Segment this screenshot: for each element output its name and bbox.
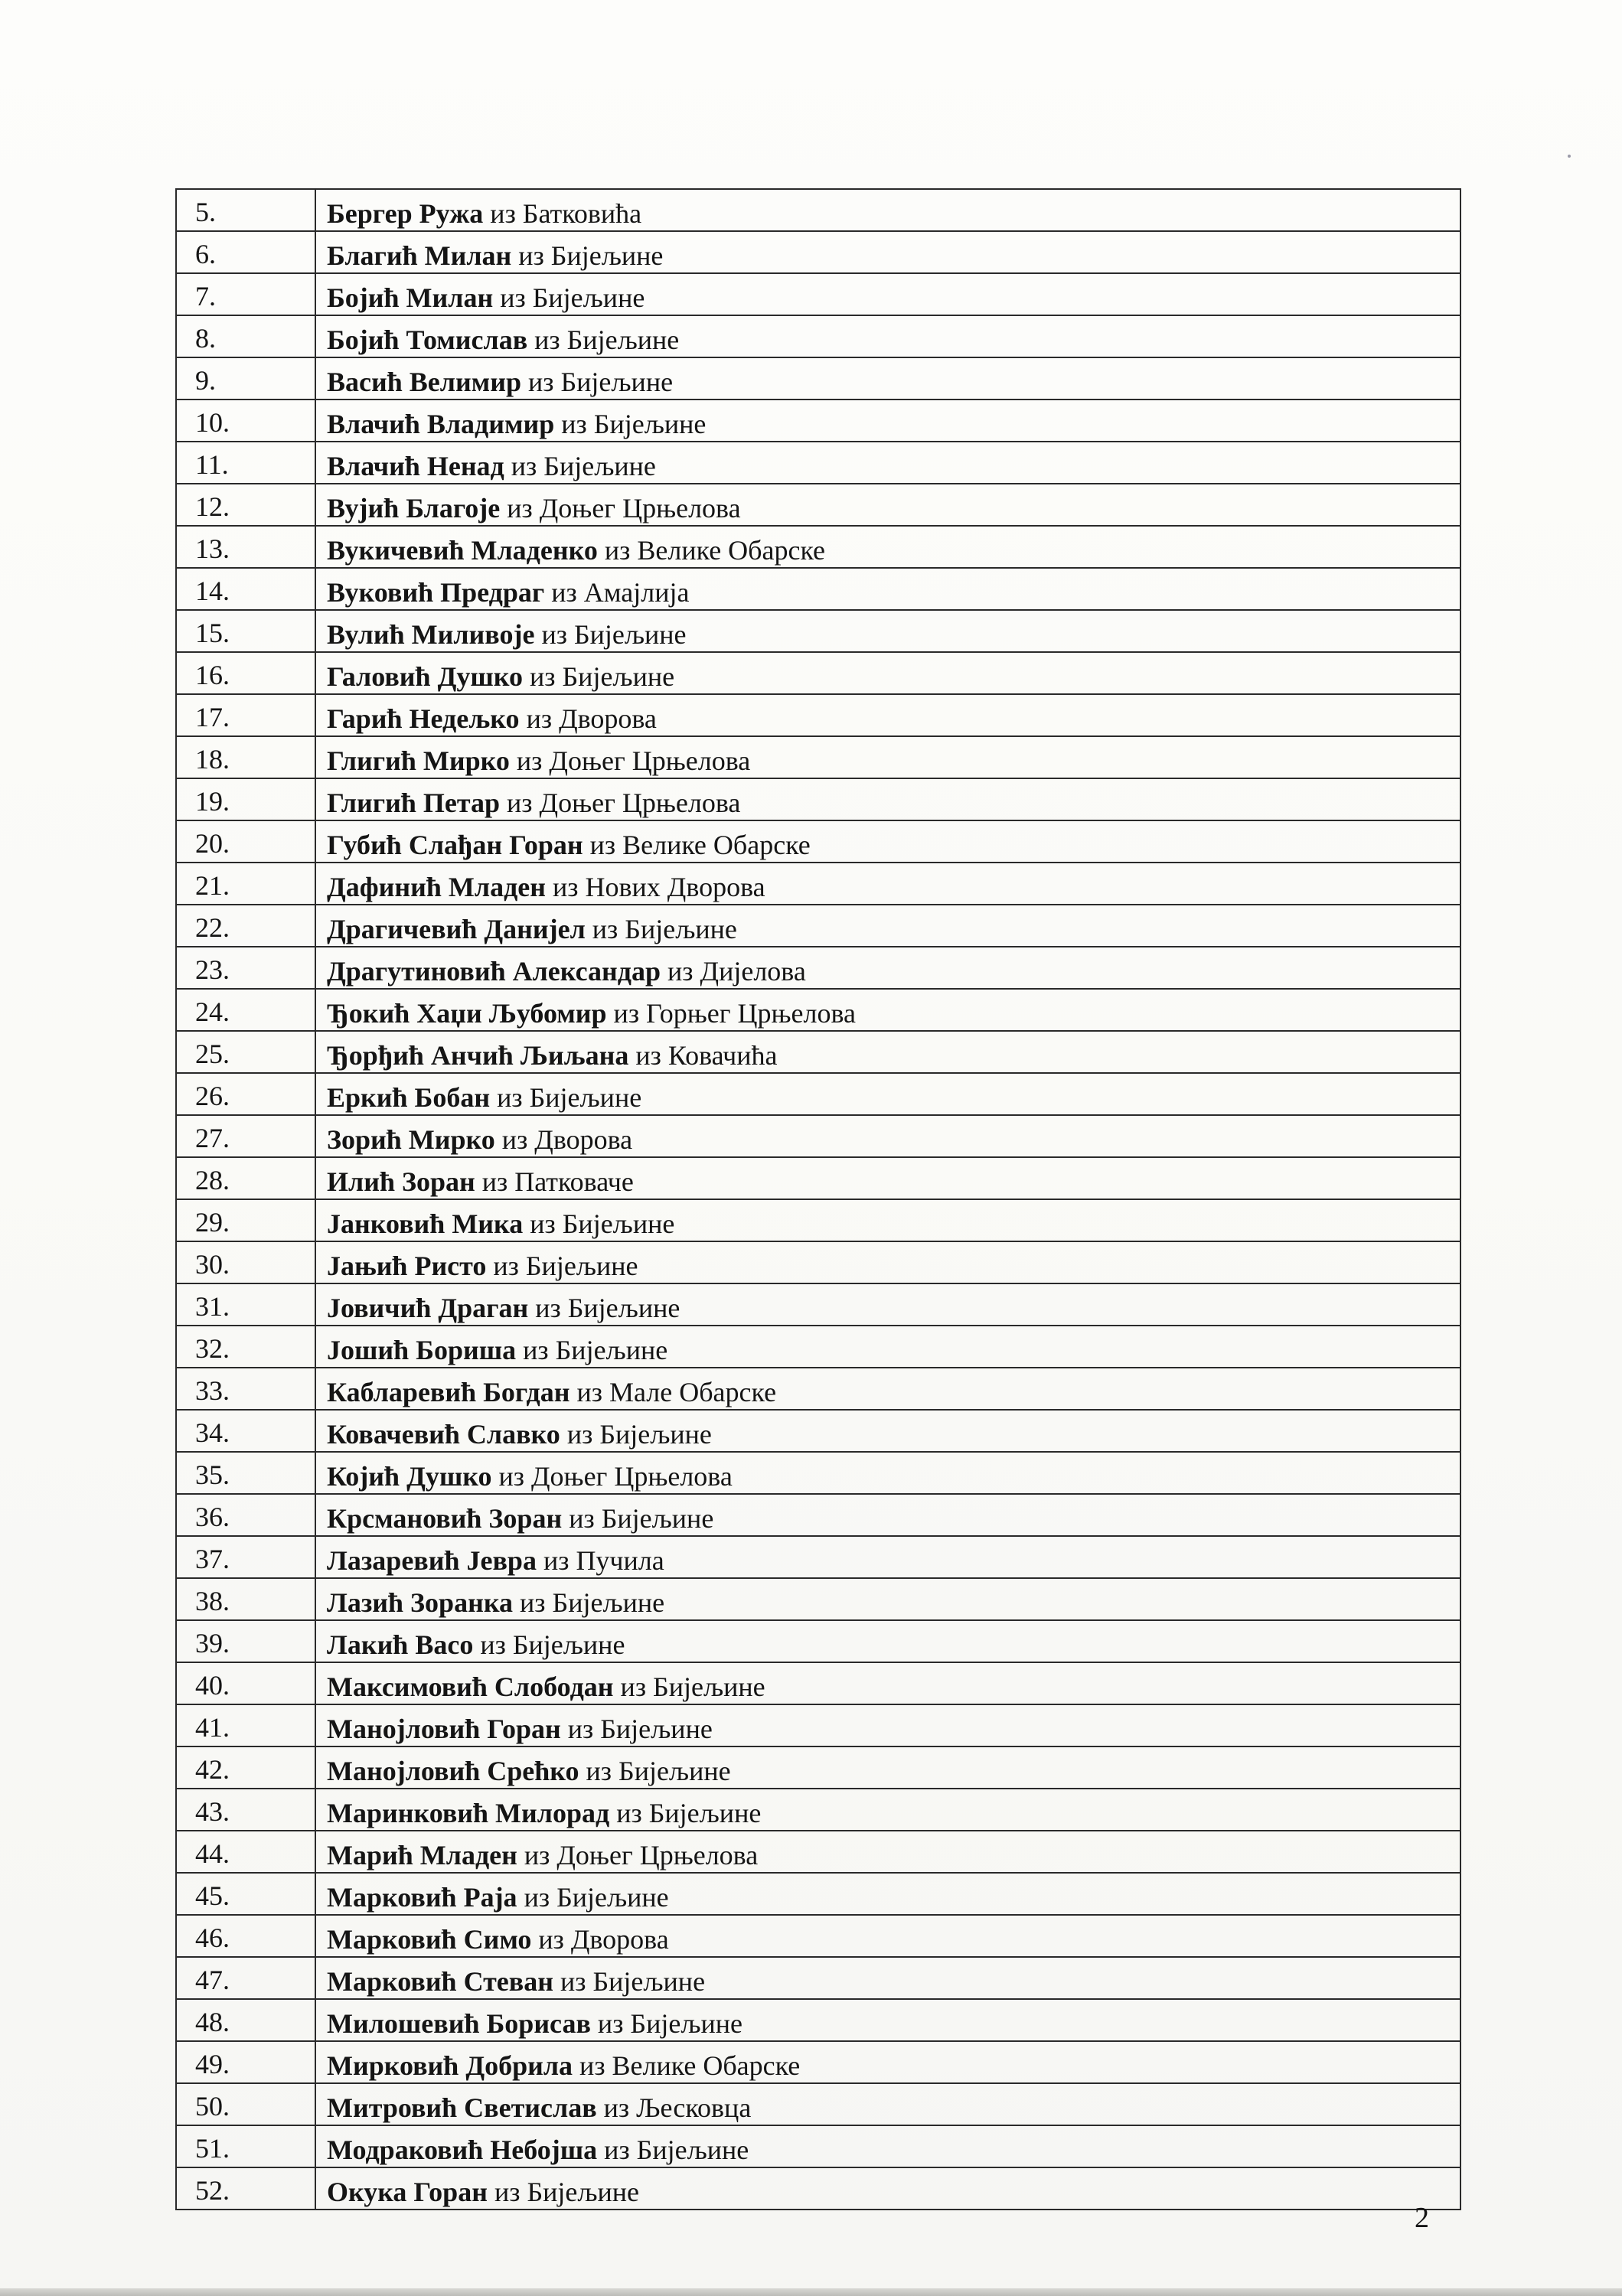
table-row	[176, 484, 1460, 526]
origin-preposition: из	[579, 2050, 605, 2081]
row-entry	[315, 1157, 1460, 1199]
origin-preposition: из	[530, 661, 556, 692]
row-entry	[315, 736, 1460, 778]
row-number: 31.	[176, 1283, 315, 1326]
place-of-origin: Доњег Црњелова	[539, 493, 741, 523]
row-entry	[315, 1326, 1460, 1368]
table-row	[176, 778, 1460, 820]
table-row	[176, 1031, 1460, 1073]
person-name: Бергер Ружа	[327, 198, 484, 229]
person-name: Митровић Светислав	[327, 2092, 597, 2123]
origin-preposition: из	[667, 956, 694, 987]
person-name: Гарић Недељко	[327, 703, 520, 734]
person-name: Јошић Бориша	[327, 1335, 517, 1365]
person-name: Губић Слађан Горан	[327, 830, 583, 860]
origin-preposition: из	[497, 1082, 523, 1113]
table-row	[176, 1157, 1460, 1199]
row-number: 21.	[176, 863, 315, 905]
table-row	[176, 1789, 1460, 1831]
place-of-origin: Бијељине	[562, 661, 675, 692]
table-row	[176, 400, 1460, 442]
place-of-origin: Дворова	[559, 703, 657, 734]
place-of-origin: Бијељине	[529, 1082, 642, 1113]
person-name: Јовичић Драган	[327, 1293, 529, 1323]
row-entry	[315, 400, 1460, 442]
place-of-origin: Бијељине	[592, 1966, 706, 1997]
place-of-origin: Бијељине	[567, 1293, 680, 1323]
origin-preposition: из	[560, 1966, 586, 1997]
table-row	[176, 1957, 1460, 1999]
row-entry	[315, 1031, 1460, 1073]
origin-preposition: из	[586, 1756, 612, 1786]
page-number: 2	[1415, 2202, 1429, 2234]
row-entry	[315, 1873, 1460, 1915]
person-name: Вукичевић Младенко	[327, 535, 598, 566]
person-name: Маринковић Милорад	[327, 1798, 610, 1828]
person-name: Мирковић Добрила	[327, 2050, 573, 2081]
row-number: 13.	[176, 526, 315, 568]
origin-preposition: из	[520, 1587, 546, 1618]
row-entry	[315, 273, 1460, 315]
row-number: 22.	[176, 905, 315, 947]
row-number: 44.	[176, 1831, 315, 1873]
origin-preposition: из	[603, 2092, 630, 2123]
person-name: Лазић Зоранка	[327, 1587, 514, 1618]
row-entry	[315, 652, 1460, 694]
row-number: 15.	[176, 610, 315, 652]
person-name: Влачић Ненад	[327, 451, 504, 481]
table-row	[176, 989, 1460, 1031]
row-entry	[315, 315, 1460, 357]
place-of-origin: Дијелова	[700, 956, 806, 987]
scan-edge	[0, 2288, 1622, 2296]
row-number: 50.	[176, 2083, 315, 2125]
table-row	[176, 736, 1460, 778]
row-number: 24.	[176, 989, 315, 1031]
place-of-origin: Бијељине	[512, 1629, 625, 1660]
person-name: Влачић Владимир	[327, 409, 555, 439]
origin-preposition: из	[604, 2135, 630, 2165]
origin-preposition: из	[526, 703, 553, 734]
place-of-origin: Доњег Црњелова	[549, 745, 751, 776]
row-number: 52.	[176, 2167, 315, 2210]
scan-speck	[1568, 155, 1571, 158]
origin-preposition: из	[530, 1208, 556, 1239]
row-number: 33.	[176, 1368, 315, 1410]
table-row	[176, 1999, 1460, 2041]
person-name: Ковачевић Славко	[327, 1419, 560, 1450]
place-of-origin: Дворова	[534, 1124, 633, 1155]
person-name: Еркић Бобан	[327, 1082, 491, 1113]
row-number: 38.	[176, 1578, 315, 1620]
person-name: Илић Зоран	[327, 1166, 475, 1197]
row-entry	[315, 1915, 1460, 1957]
table-row	[176, 1494, 1460, 1536]
place-of-origin: Бијељине	[550, 240, 664, 271]
origin-preposition: из	[569, 1503, 595, 1534]
row-entry	[315, 1789, 1460, 1831]
person-name: Јанковић Мика	[327, 1208, 524, 1239]
place-of-origin: Бијељине	[630, 2008, 743, 2039]
row-entry	[315, 1452, 1460, 1494]
place-of-origin: Доњег Црњелова	[556, 1840, 759, 1870]
place-of-origin: Бијељине	[653, 1671, 765, 1702]
row-entry	[315, 1494, 1460, 1536]
row-entry	[315, 568, 1460, 610]
origin-preposition: из	[524, 1882, 550, 1913]
row-entry	[315, 905, 1460, 947]
place-of-origin: Мале Обарске	[609, 1377, 777, 1407]
person-name: Јањић Ристо	[327, 1251, 487, 1281]
person-name: Лакић Васо	[327, 1629, 474, 1660]
row-entry	[315, 610, 1460, 652]
row-number: 34.	[176, 1410, 315, 1452]
place-of-origin: Дворова	[570, 1924, 669, 1955]
place-of-origin: Велике Обарске	[637, 535, 826, 566]
row-entry	[315, 2083, 1460, 2125]
row-entry	[315, 442, 1460, 484]
table-row	[176, 273, 1460, 315]
table-row	[176, 357, 1460, 400]
place-of-origin: Бијељине	[566, 325, 680, 355]
origin-preposition: из	[561, 409, 587, 439]
row-number: 12.	[176, 484, 315, 526]
origin-preposition: из	[620, 1671, 647, 1702]
row-entry	[315, 947, 1460, 989]
table-row	[176, 1199, 1460, 1241]
row-number: 48.	[176, 1999, 315, 2041]
origin-preposition: из	[551, 577, 577, 608]
person-name: Благић Милан	[327, 240, 512, 271]
row-number: 6.	[176, 231, 315, 273]
row-entry	[315, 1620, 1460, 1662]
row-number: 27.	[176, 1115, 315, 1157]
row-number: 18.	[176, 736, 315, 778]
row-entry	[315, 484, 1460, 526]
origin-preposition: из	[524, 1840, 550, 1870]
row-entry	[315, 2041, 1460, 2083]
origin-preposition: из	[613, 998, 640, 1029]
table-row	[176, 1620, 1460, 1662]
person-name: Васић Велимир	[327, 367, 521, 397]
place-of-origin: Бијељине	[599, 1419, 712, 1450]
place-of-origin: Бијељине	[555, 1335, 668, 1365]
table-row	[176, 1115, 1460, 1157]
place-of-origin: Бијељине	[593, 409, 707, 439]
row-entry	[315, 1283, 1460, 1326]
place-of-origin: Велике Обарске	[612, 2050, 801, 2081]
place-of-origin: Бијељине	[525, 1251, 638, 1281]
origin-preposition: из	[538, 1924, 564, 1955]
origin-preposition: из	[501, 1124, 528, 1155]
origin-preposition: из	[566, 1419, 593, 1450]
table-row	[176, 442, 1460, 484]
origin-preposition: из	[635, 1040, 661, 1071]
table-row	[176, 820, 1460, 863]
place-of-origin: Бијељине	[562, 1208, 675, 1239]
table-row	[176, 1915, 1460, 1957]
table-row	[176, 1704, 1460, 1746]
person-name: Драгутиновић Александар	[327, 956, 661, 987]
origin-preposition: из	[527, 367, 554, 397]
place-of-origin: Љесковца	[636, 2092, 752, 2123]
place-of-origin: Бијељине	[601, 1503, 714, 1534]
table-row	[176, 2083, 1460, 2125]
names-table	[175, 188, 1461, 2210]
table-row	[176, 694, 1460, 736]
table-row	[176, 1241, 1460, 1283]
row-number: 39.	[176, 1620, 315, 1662]
person-name: Зорић Мирко	[327, 1124, 495, 1155]
person-name: Којић Душко	[327, 1461, 492, 1492]
row-number: 37.	[176, 1536, 315, 1578]
place-of-origin: Бијељине	[527, 2177, 640, 2207]
place-of-origin: Горњег Црњелова	[646, 998, 856, 1029]
origin-preposition: из	[534, 325, 560, 355]
person-name: Максимовић Слободан	[327, 1671, 614, 1702]
origin-preposition: из	[604, 535, 631, 566]
person-name: Марковић Симо	[327, 1924, 532, 1955]
row-number: 5.	[176, 189, 315, 231]
row-entry	[315, 1115, 1460, 1157]
person-name: Галовић Душко	[327, 661, 523, 692]
table-row	[176, 1662, 1460, 1704]
person-name: Вујић Благоје	[327, 493, 501, 523]
row-entry	[315, 231, 1460, 273]
origin-preposition: из	[480, 1629, 506, 1660]
person-name: Марковић Раја	[327, 1882, 517, 1913]
origin-preposition: из	[543, 1545, 569, 1576]
row-entry	[315, 2167, 1460, 2210]
table-row	[176, 863, 1460, 905]
row-number: 43.	[176, 1789, 315, 1831]
row-number: 11.	[176, 442, 315, 484]
place-of-origin: Велике Обарске	[622, 830, 811, 860]
row-number: 9.	[176, 357, 315, 400]
place-of-origin: Бијељине	[552, 1587, 665, 1618]
row-number: 47.	[176, 1957, 315, 1999]
origin-preposition: из	[507, 788, 533, 818]
table-row	[176, 231, 1460, 273]
row-entry	[315, 1241, 1460, 1283]
place-of-origin: Бијељине	[556, 1882, 669, 1913]
row-number: 23.	[176, 947, 315, 989]
table-row	[176, 2041, 1460, 2083]
place-of-origin: Бијељине	[543, 451, 656, 481]
row-number: 16.	[176, 652, 315, 694]
row-number: 45.	[176, 1873, 315, 1915]
place-of-origin: Бијељине	[532, 282, 645, 313]
row-entry	[315, 778, 1460, 820]
table-row	[176, 315, 1460, 357]
table-row	[176, 2167, 1460, 2210]
row-number: 40.	[176, 1662, 315, 1704]
origin-preposition: из	[511, 451, 537, 481]
place-of-origin: Бијељине	[600, 1714, 713, 1744]
row-number: 42.	[176, 1746, 315, 1789]
place-of-origin: Батковића	[522, 198, 642, 229]
row-number: 7.	[176, 273, 315, 315]
row-entry	[315, 1831, 1460, 1873]
row-number: 26.	[176, 1073, 315, 1115]
person-name: Ђокић Хаџи Љубомир	[327, 998, 607, 1029]
table-row	[176, 1368, 1460, 1410]
person-name: Драгичевић Данијел	[327, 914, 586, 944]
row-number: 17.	[176, 694, 315, 736]
person-name: Кабларевић Богдан	[327, 1377, 570, 1407]
row-entry	[315, 1368, 1460, 1410]
origin-preposition: из	[518, 240, 544, 271]
person-name: Бојић Милан	[327, 282, 494, 313]
person-name: Модраковић Небојша	[327, 2135, 598, 2165]
row-entry	[315, 1662, 1460, 1704]
person-name: Марић Младен	[327, 1840, 517, 1870]
person-name: Марковић Стеван	[327, 1966, 553, 1997]
origin-preposition: из	[516, 745, 543, 776]
person-name: Лазаревић Јевра	[327, 1545, 537, 1576]
row-entry	[315, 526, 1460, 568]
row-number: 28.	[176, 1157, 315, 1199]
origin-preposition: из	[597, 2008, 624, 2039]
person-name: Крсмановић Зоран	[327, 1503, 563, 1534]
person-name: Бојић Томислав	[327, 325, 528, 355]
row-number: 14.	[176, 568, 315, 610]
person-name: Вуковић Предраг	[327, 577, 545, 608]
row-entry	[315, 1578, 1460, 1620]
table-row	[176, 652, 1460, 694]
row-number: 36.	[176, 1494, 315, 1536]
table-row	[176, 1073, 1460, 1115]
row-entry	[315, 1410, 1460, 1452]
place-of-origin: Доњег Црњелова	[539, 788, 741, 818]
place-of-origin: Доњег Црњелова	[531, 1461, 733, 1492]
table-row	[176, 1326, 1460, 1368]
table-row	[176, 189, 1460, 231]
table-row	[176, 610, 1460, 652]
table-row	[176, 905, 1460, 947]
table-row	[176, 1536, 1460, 1578]
row-entry	[315, 2125, 1460, 2167]
table-row	[176, 1283, 1460, 1326]
row-entry	[315, 820, 1460, 863]
place-of-origin: Амајлија	[583, 577, 690, 608]
place-of-origin: Бијељине	[560, 367, 674, 397]
row-number: 29.	[176, 1199, 315, 1241]
row-number: 19.	[176, 778, 315, 820]
row-number: 49.	[176, 2041, 315, 2083]
place-of-origin: Пучила	[576, 1545, 664, 1576]
place-of-origin: Бијељине	[648, 1798, 762, 1828]
place-of-origin: Ковачића	[667, 1040, 778, 1071]
person-name: Дафинић Младен	[327, 872, 547, 902]
person-name: Глигић Петар	[327, 788, 501, 818]
place-of-origin: Бијељине	[636, 2135, 749, 2165]
place-of-origin: Бијељине	[573, 619, 687, 650]
row-number: 35.	[176, 1452, 315, 1494]
person-name: Окука Горан	[327, 2177, 488, 2207]
origin-preposition: из	[576, 1377, 602, 1407]
table-row	[176, 1410, 1460, 1452]
row-number: 41.	[176, 1704, 315, 1746]
place-of-origin: Патковаче	[514, 1166, 634, 1197]
person-name: Глигић Мирко	[327, 745, 510, 776]
table-row	[176, 1873, 1460, 1915]
person-name: Вулић Миливоје	[327, 619, 535, 650]
place-of-origin: Нових Дворова	[585, 872, 765, 902]
origin-preposition: из	[592, 914, 618, 944]
row-entry	[315, 989, 1460, 1031]
table-row	[176, 568, 1460, 610]
person-name: Манојловић Горан	[327, 1714, 561, 1744]
row-entry	[315, 694, 1460, 736]
origin-preposition: из	[493, 1251, 519, 1281]
person-name: Ђорђић Анчић Љиљана	[327, 1040, 629, 1071]
origin-preposition: из	[490, 198, 516, 229]
row-entry	[315, 1073, 1460, 1115]
names-table-body	[176, 189, 1460, 2210]
table-row	[176, 1578, 1460, 1620]
table-row	[176, 526, 1460, 568]
row-number: 46.	[176, 1915, 315, 1957]
person-name: Милошевић Борисав	[327, 2008, 591, 2039]
place-of-origin: Бијељине	[625, 914, 737, 944]
row-entry	[315, 189, 1460, 231]
row-entry	[315, 357, 1460, 400]
row-entry	[315, 1746, 1460, 1789]
table-row	[176, 1746, 1460, 1789]
origin-preposition: из	[507, 493, 533, 523]
origin-preposition: из	[481, 1166, 508, 1197]
row-number: 20.	[176, 820, 315, 863]
table-row	[176, 1831, 1460, 1873]
row-number: 10.	[176, 400, 315, 442]
origin-preposition: из	[523, 1335, 549, 1365]
origin-preposition: из	[616, 1798, 642, 1828]
origin-preposition: из	[494, 2177, 521, 2207]
person-name: Манојловић Срећко	[327, 1756, 579, 1786]
row-entry	[315, 1199, 1460, 1241]
row-number: 32.	[176, 1326, 315, 1368]
origin-preposition: из	[498, 1461, 524, 1492]
row-number: 8.	[176, 315, 315, 357]
origin-preposition: из	[500, 282, 526, 313]
row-number: 51.	[176, 2125, 315, 2167]
table-row	[176, 1452, 1460, 1494]
row-entry	[315, 1999, 1460, 2041]
table-row	[176, 2125, 1460, 2167]
origin-preposition: из	[567, 1714, 594, 1744]
row-entry	[315, 1536, 1460, 1578]
table-row	[176, 947, 1460, 989]
origin-preposition: из	[589, 830, 616, 860]
origin-preposition: из	[535, 1293, 561, 1323]
row-entry	[315, 1957, 1460, 1999]
origin-preposition: из	[541, 619, 567, 650]
row-number: 30.	[176, 1241, 315, 1283]
origin-preposition: из	[553, 872, 579, 902]
row-entry	[315, 863, 1460, 905]
place-of-origin: Бијељине	[618, 1756, 731, 1786]
row-entry	[315, 1704, 1460, 1746]
row-number: 25.	[176, 1031, 315, 1073]
